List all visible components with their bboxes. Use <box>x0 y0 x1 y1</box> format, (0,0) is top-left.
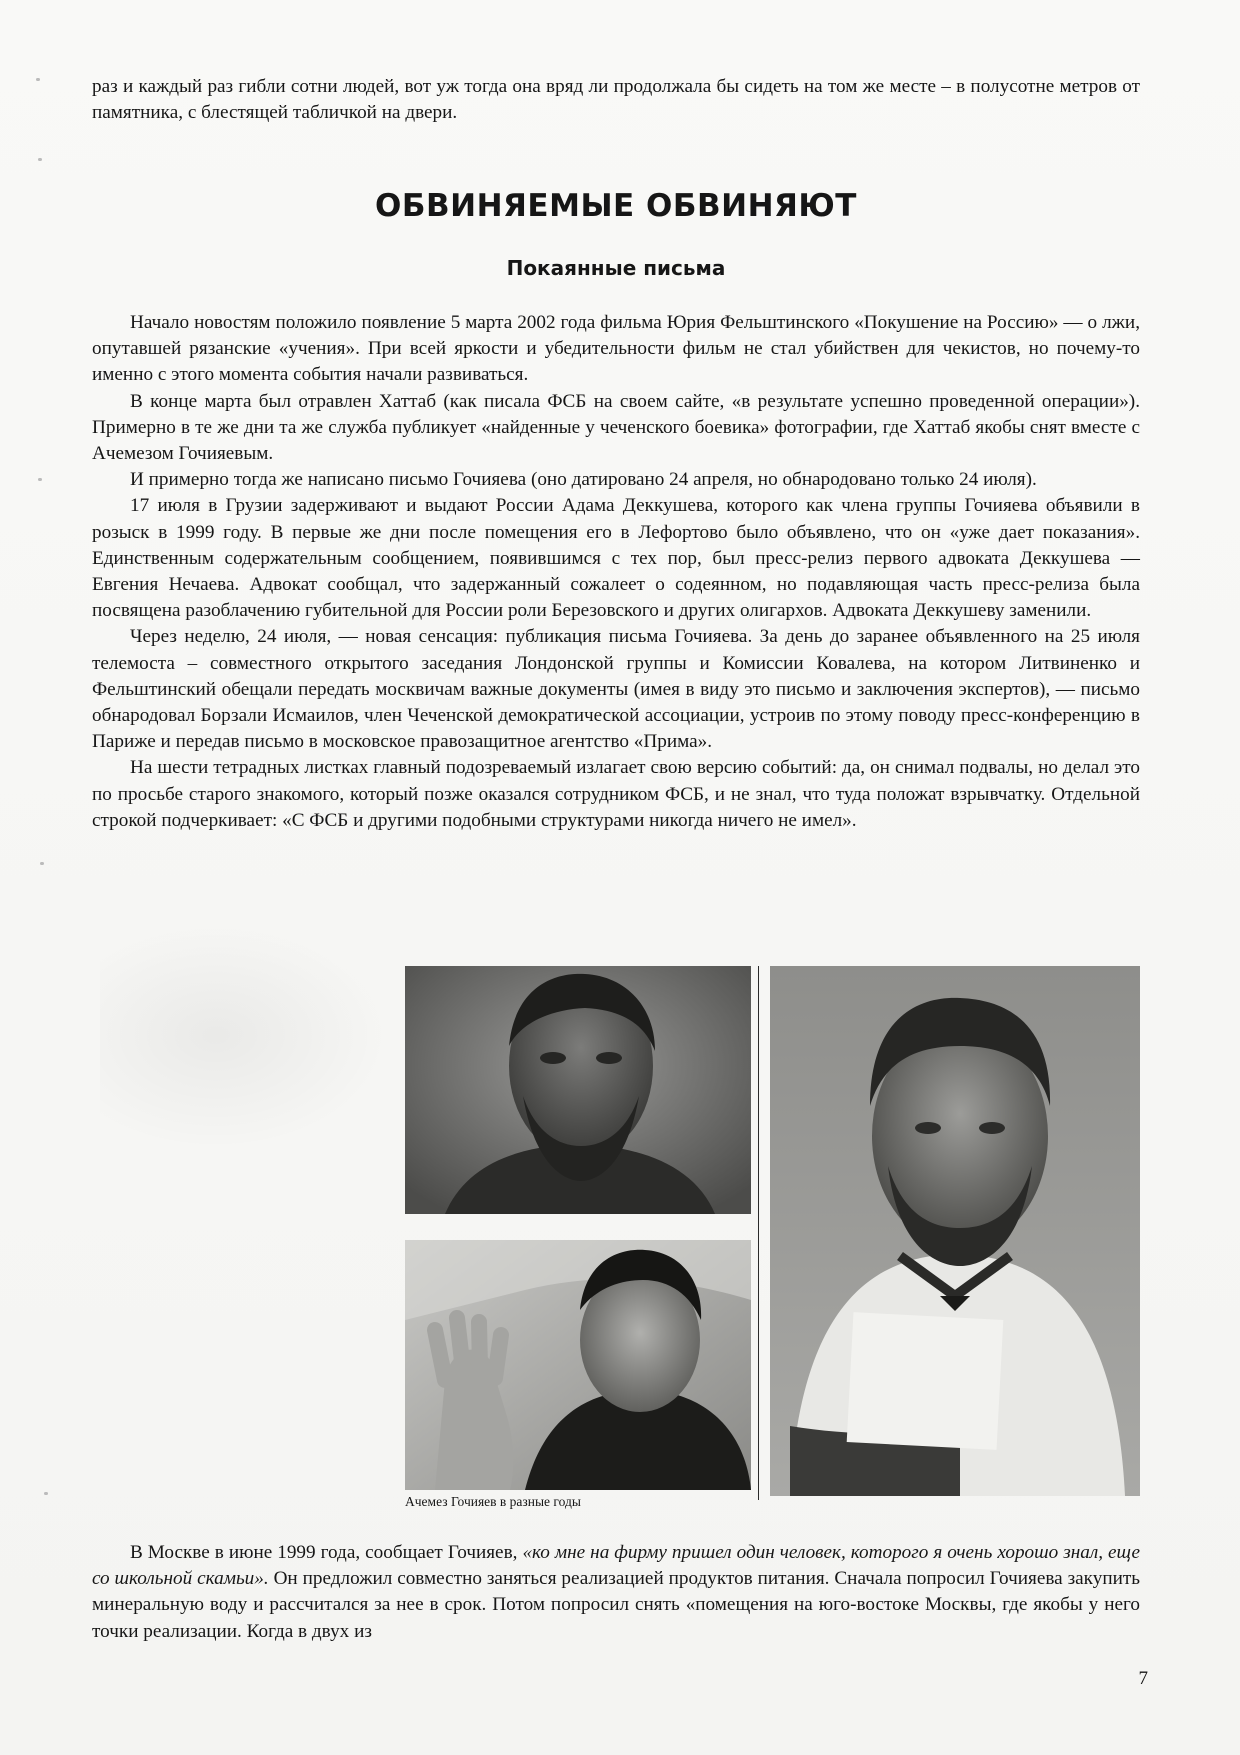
body-paragraph: На шести тетрадных листках главный подозреваемый излагает свою версию событий: да, он снимал подвалы, но делал это по просьбе старого знакомого, который позже оказался сотрудником ФСБ, и не знал, что туда положат взрывчатку. Отдельной строкой подчеркивает: «С ФСБ и другими подобными структурами никогда ничего не имел». <box>92 757 1140 831</box>
scan-speck <box>36 78 40 81</box>
photo-portrait-3 <box>770 966 1140 1496</box>
body-paragraph: Через неделю, 24 июля, — новая сенсация: публикация письма Гочияева. За день до заранее объявленного на 25 июля телемоста – совместного открытого заседания Лондонской группы и Комиссии Ковалева, на котором Литвиненко и Фельштинский обещали передать москвичам важные документы (имея в виду это письмо и заключения экспертов), — письмо обнародовал Борзали Исмаилов, член Чеченской демократической ассоциации, устроив по этому поводу пресс-конференцию в Париже и передав письмо в московское правозащитное агентство «Прима». <box>92 626 1140 753</box>
photo-divider <box>758 966 759 1500</box>
body-paragraph-final <box>92 1540 1140 1645</box>
scan-speck <box>38 158 42 161</box>
scan-speck <box>44 1492 48 1495</box>
article-subtitle: Покаянные письма <box>506 256 726 280</box>
body-paragraph: И примерно тогда же написано письмо Гочияева (оно датировано 24 апреля, но обнародовано только 24 июля). <box>130 469 1037 491</box>
photo-portrait-2 <box>405 1240 751 1490</box>
final-lead: В Москве в июне 1999 года, сообщает Гочияев, <box>130 1542 523 1563</box>
final-quote: «ко мне на фирму пришел один человек, которого я очень хорошо знал, еще со школьной скамьи». <box>92 1542 1140 1590</box>
body-paragraph: В конце марта был отравлен Хаттаб (как писала ФСБ на своем сайте, «в результате успешно проведенной операции»). Примерно в те же дни та же служба публикует «найденные у чеченского боевика» фотографии, где Хаттаб якобы снят вместе с Ачемезом Гочияевым. <box>92 390 1140 465</box>
intro-paragraph <box>92 74 1140 126</box>
final-rest: Он предложил совместно заняться реализацией продуктов питания. Сначала попросил Гочияева закупить минеральную воду и рассчитался за нее в срок. Потом попросил снять «помещения на юго-востоке Москвы, где якобы у него точки реализации. Когда в двух из <box>92 1568 1140 1642</box>
body-paragraph: Начало новостям положило появление 5 марта 2002 года фильма Юрия Фельштинского «Покушение на Россию» — о лжи, опутавшей рязанские «учения». При всей яркости и убедительности фильм не стал убийствен для чекистов, но почему-то именно с этого момента события начали развиваться. <box>92 312 1140 386</box>
scan-speck <box>40 862 44 865</box>
article-body <box>92 310 1140 834</box>
page-number: 7 <box>1138 1668 1148 1689</box>
intro-text: раз и каждый раз гибли сотни людей, вот уж тогда она вряд ли продолжала бы сидеть на том же месте – в полусотне метров от памятника, с блестящей табличкой на двери. <box>92 76 1140 124</box>
article-title: ОБВИНЯЕМЫЕ ОБВИНЯЮТ <box>375 188 857 224</box>
photo-portrait-1 <box>405 966 751 1214</box>
bleedthrough-shadow <box>100 920 390 1150</box>
final-paragraph <box>92 1540 1140 1645</box>
photo-caption: Ачемез Гочияев в разные годы <box>405 1494 581 1509</box>
scan-speck <box>38 478 42 481</box>
body-paragraph: 17 июля в Грузии задерживают и выдают России Адама Деккушева, которого как члена группы Гочияева объявили в розыск в 1999 году. В первые же дни после помещения его в Лефортово было объявлено, что он «уже дает показания». Единственным содержательным сообщением, появившимся с тех пор, был пресс-релиз первого адвоката Деккушева — Евгения Нечаева. Адвокат сообщал, что задержанный сожалеет о содеянном, но подавляющая часть пресс-релиза была посвящена разоблачению губительной для России роли Березовского и других олигархов. Адвоката Деккушеву заменили. <box>92 495 1140 622</box>
